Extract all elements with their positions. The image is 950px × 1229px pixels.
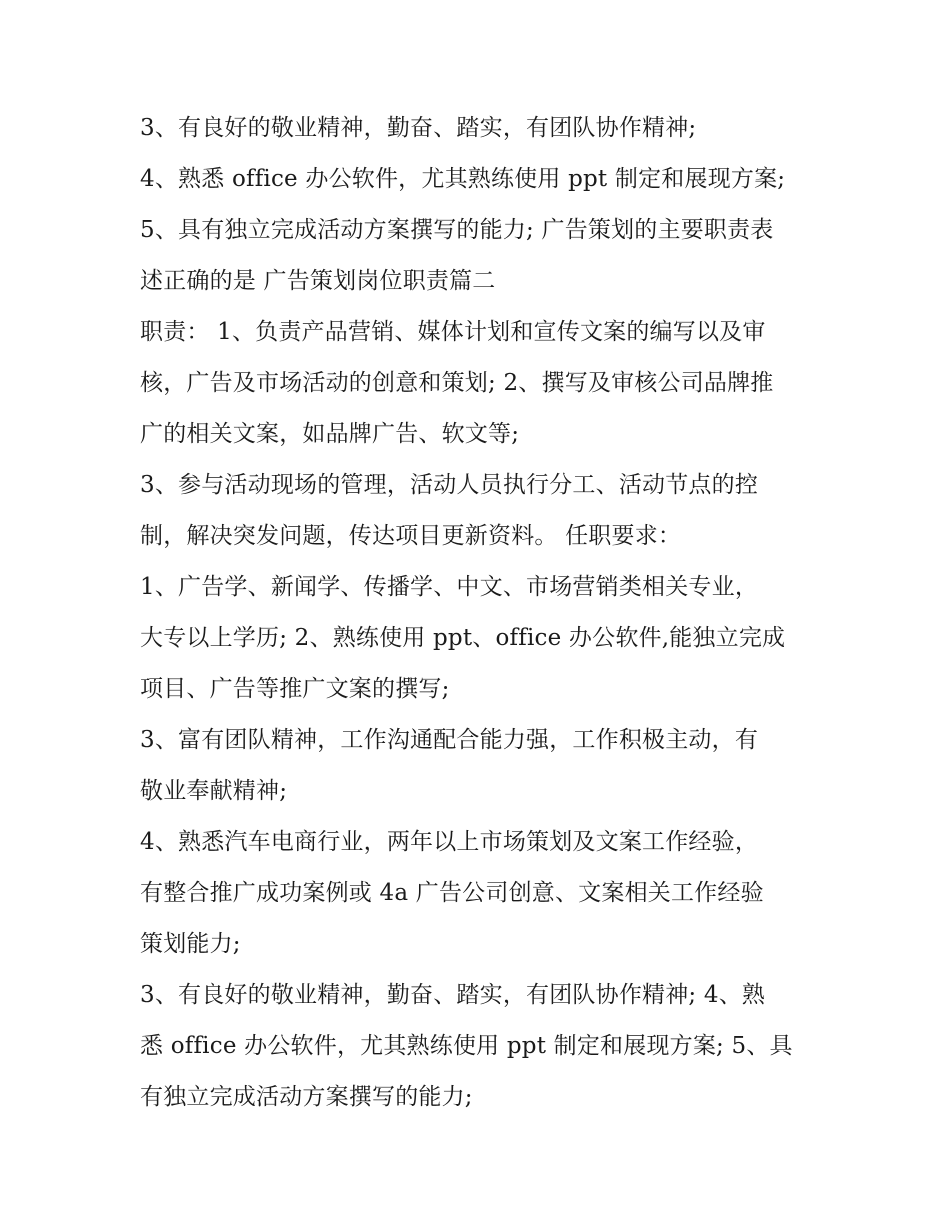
text-line: 5、具有独立完成活动方案撰写的能力; 广告策划的主要职责表: [140, 217, 774, 243]
document-body: [140, 103, 820, 1123]
text-line: 广的相关文案，如品牌广告、软文等;: [140, 421, 520, 447]
text-line: 4、熟悉汽车电商行业，两年以上市场策划及文案工作经验，: [140, 829, 759, 855]
text-line: 3、参与活动现场的管理，活动人员执行分工、活动节点的控: [140, 472, 759, 498]
text-line: 有整合推广成功案例或 4a 广告公司创意、文案相关工作经验: [140, 880, 764, 906]
text-line: 大专以上学历; 2、熟练使用 ppt、office 办公软件,能独立完成: [140, 625, 786, 651]
text-line: 制，解决突发问题，传达项目更新资料。 任职要求：: [140, 523, 682, 549]
text-line: 4、熟悉 office 办公软件，尤其熟练使用 ppt 制定和展现方案;: [140, 166, 786, 192]
text-line: 有独立完成活动方案撰写的能力;: [140, 1084, 473, 1110]
text-line: 项目、广告等推广文案的撰写;: [140, 676, 450, 702]
text-line: 1、广告学、新闻学、传播学、中文、市场营销类相关专业，: [140, 574, 759, 600]
text-line: 核，广告及市场活动的创意和策划; 2、撰写及审核公司品牌推: [140, 370, 774, 396]
text-line: 敬业奉献精神;: [140, 778, 288, 804]
text-line: 3、富有团队精神，工作沟通配合能力强，工作积极主动，有: [140, 727, 759, 753]
text-line: 3、有良好的敬业精神，勤奋、踏实，有团队协作精神; 4、熟: [140, 982, 766, 1008]
text-line: 述正确的是 广告策划岗位职责篇二: [140, 268, 496, 294]
text-line: 3、有良好的敬业精神，勤奋、踏实，有团队协作精神;: [140, 115, 697, 141]
text-line: 策划能力;: [140, 931, 241, 957]
text-line: 悉 office 办公软件，尤其熟练使用 ppt 制定和展现方案; 5、具: [140, 1033, 793, 1059]
text-line: 职责： 1、负责产品营销、媒体计划和宣传文案的编写以及审: [140, 319, 766, 345]
